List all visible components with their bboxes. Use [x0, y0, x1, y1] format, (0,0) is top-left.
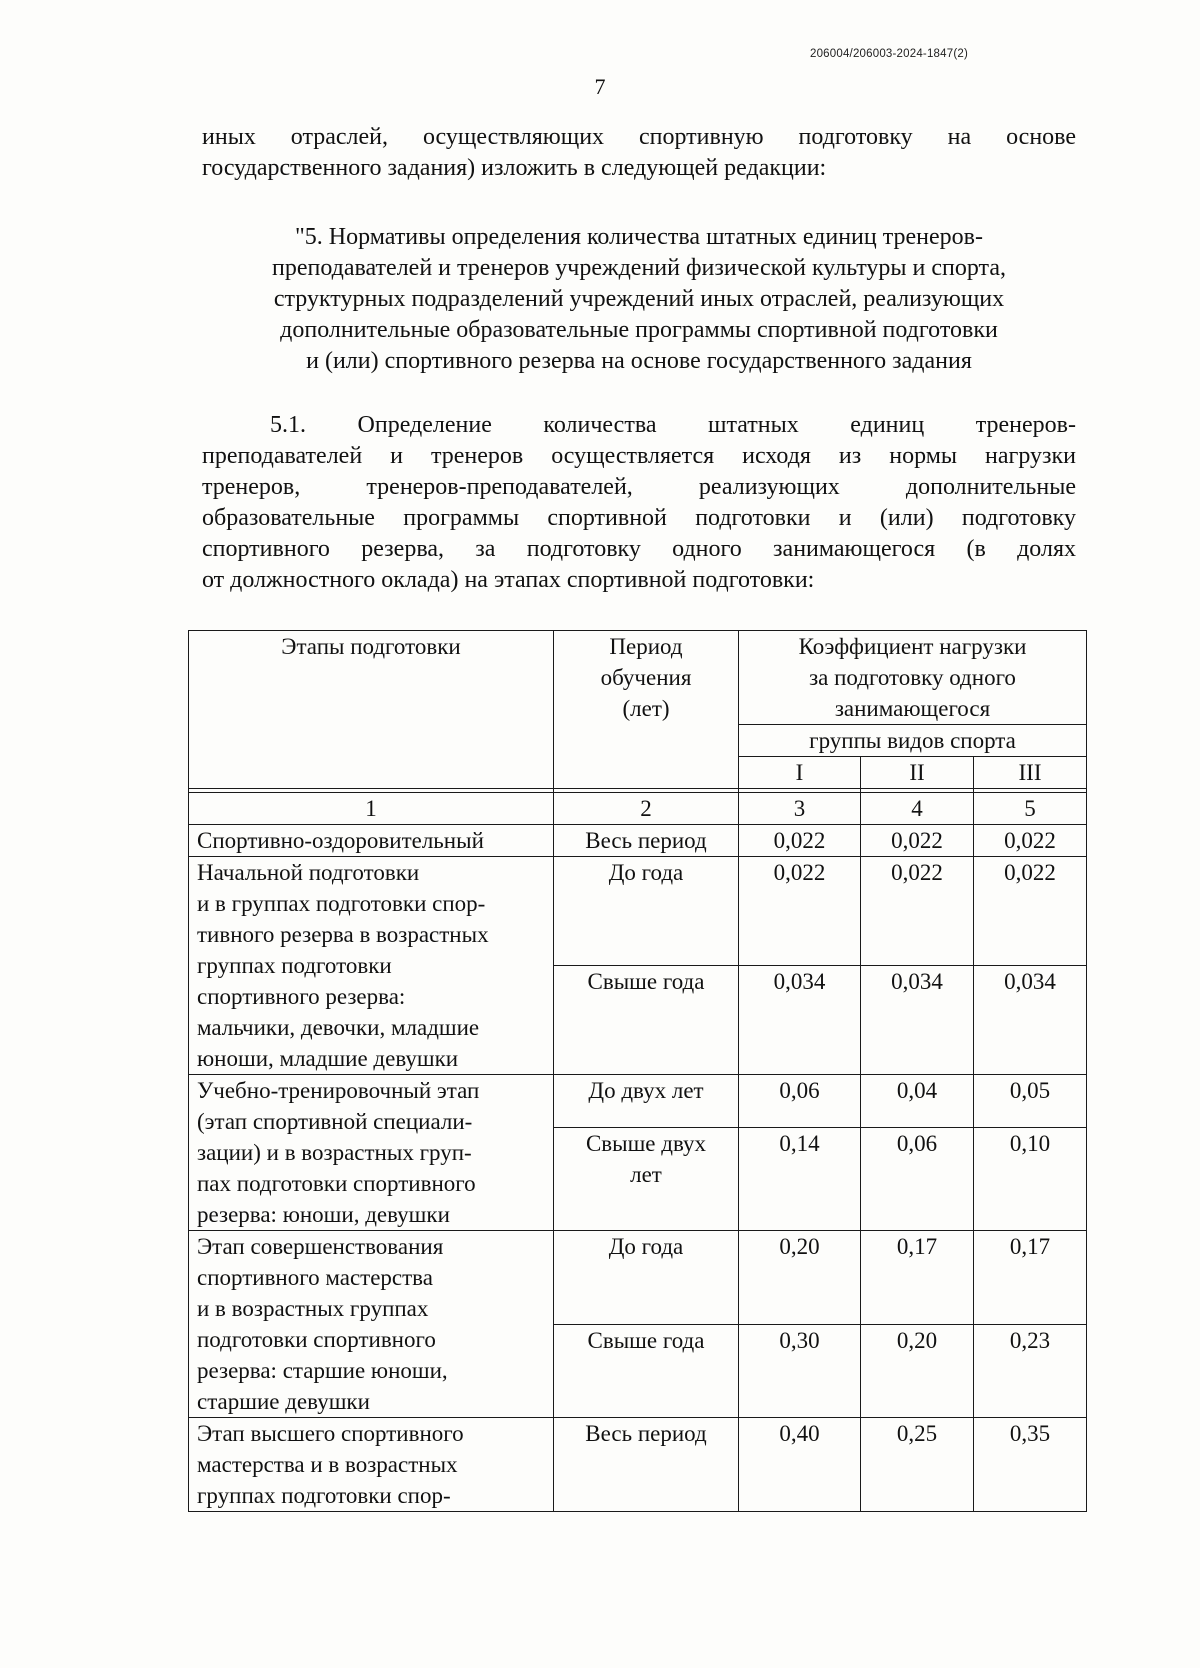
section-title-line: и (или) спортивного резерва на основе государственного задания [306, 348, 972, 374]
coefficient-value: 0,022 [739, 857, 861, 966]
section-title-line: преподавателей и тренеров учреждений физической культуры и спорта, [272, 255, 1006, 281]
table-row [189, 1231, 1087, 1325]
header-coefficient-label: Коэффициент нагрузки [798, 634, 1027, 659]
stage-line: юноши, младшие девушки [197, 1046, 459, 1071]
coefficient-value: 0,04 [861, 1075, 974, 1128]
stage-line: зации) и в возрастных груп- [197, 1140, 472, 1165]
coefficient-value: 0,14 [739, 1127, 861, 1230]
coefficient-value: 0,034 [861, 966, 974, 1075]
period-line: Свыше года [587, 1327, 705, 1353]
period-cell [554, 825, 739, 857]
coefficient-value: 0,25 [861, 1418, 974, 1512]
stage-cell [189, 825, 554, 857]
coefficient-value: 0,40 [739, 1418, 861, 1512]
header-stages [189, 631, 554, 789]
period-cell [554, 1418, 739, 1512]
period-line: До года [608, 1234, 684, 1259]
stage-line: мастерства и в возрастных [197, 1452, 458, 1477]
period-line: Весь период [585, 1421, 707, 1446]
stage-line: тивного резерва в возрастных [197, 922, 489, 947]
period-line: лет [630, 1161, 662, 1187]
coefficient-value: 0,06 [739, 1075, 861, 1128]
stage-cell [189, 1231, 554, 1418]
section-title-line: дополнительные образовательные программы спортивной подготовки [280, 317, 998, 343]
document-number: 206004/206003-2024-1847(2) [809, 48, 968, 60]
coefficient-value: 0,35 [974, 1418, 1087, 1512]
coefficient-value: 0,10 [974, 1127, 1087, 1230]
header-period-label: Период [609, 634, 683, 659]
period-line: Свыше года [587, 969, 705, 994]
coefficient-value: 0,022 [861, 825, 974, 857]
stage-line: (этап спортивной специали- [197, 1109, 473, 1134]
paragraph-line: от должностного оклада) на этапах спортивной подготовки: [202, 567, 815, 593]
header-coefficient [739, 631, 1087, 725]
period-cell [554, 1075, 739, 1128]
header-sport-groups: группы видов спорта [739, 725, 1087, 757]
section-title [202, 222, 1076, 377]
period-line: Свыше двух [585, 1130, 707, 1156]
coefficient-value: 0,05 [974, 1075, 1087, 1128]
coefficient-value: 0,034 [739, 966, 861, 1075]
period-line: Весь период [585, 828, 707, 853]
coefficient-value: 0,022 [739, 825, 861, 857]
paragraph-line: спортивного резерва, за подготовку одного занимающегося (в долях [202, 536, 1076, 562]
stage-cell [189, 857, 554, 1075]
stage-line: Учебно-тренировочный этап [197, 1078, 480, 1103]
intro-line: государственного задания) изложить в следующей редакции: [202, 155, 827, 181]
paragraph-line: 5.1. Определение количества штатных единиц тренеров- [270, 412, 1076, 438]
coefficient-value: 0,022 [974, 825, 1087, 857]
stage-line: Этап совершенствования [197, 1234, 444, 1259]
stage-cell [189, 1418, 554, 1512]
section-title-line: "5. Нормативы определения количества штатных единиц тренеров- [294, 224, 983, 250]
period-line: До двух лет [588, 1078, 704, 1103]
stage-cell [189, 1075, 554, 1231]
column-number: 4 [861, 793, 974, 825]
table-row [189, 857, 1087, 966]
stage-line: спортивного резерва: [197, 984, 406, 1009]
period-cell [554, 1324, 739, 1418]
paragraph-5-1 [202, 410, 1076, 596]
period-cell [554, 966, 739, 1075]
header-period-label: (лет) [622, 696, 670, 721]
column-number: 5 [974, 793, 1087, 825]
stage-line: резерва: старшие юноши, [197, 1358, 448, 1383]
intro-line: иных отраслей, осуществляющих спортивную подготовку на основе [202, 124, 1076, 150]
header-coefficient-label: за подготовку одного [809, 665, 1016, 690]
coefficient-value: 0,06 [861, 1127, 974, 1230]
period-cell [554, 1127, 739, 1230]
table-body [189, 631, 1087, 1512]
coefficient-value: 0,034 [974, 966, 1087, 1075]
coefficient-value: 0,20 [861, 1324, 974, 1418]
period-cell [554, 1231, 739, 1325]
stage-line: и в возрастных группах [197, 1296, 429, 1321]
stage-line: группах подготовки [197, 953, 392, 978]
column-number: 2 [554, 793, 739, 825]
stage-line: Этап высшего спортивного [197, 1421, 464, 1446]
load-coefficient-table [188, 630, 1087, 1512]
table-header-row [189, 631, 1087, 725]
coefficient-value: 0,022 [974, 857, 1087, 966]
coefficient-value: 0,17 [861, 1231, 974, 1325]
intro-paragraph [202, 122, 1076, 184]
column-number-row [189, 793, 1087, 825]
paragraph-line: преподавателей и тренеров осуществляется исходя из нормы нагрузки [202, 443, 1076, 469]
stage-line: группах подготовки спор- [197, 1483, 451, 1508]
section-title-line: структурных подразделений учреждений иных отраслей, реализующих [273, 286, 1005, 312]
paragraph-line: образовательные программы спортивной подготовки и (или) подготовку [202, 505, 1076, 531]
paragraph-line: тренеров, тренеров-преподавателей, реализующих дополнительные [202, 474, 1076, 500]
header-stages-label: Этапы подготовки [281, 634, 461, 659]
column-number: 1 [189, 793, 554, 825]
table-row [189, 825, 1087, 857]
stage-line: спортивного мастерства [197, 1265, 433, 1290]
header-coefficient-label: занимающегося [834, 696, 991, 721]
coefficient-value: 0,30 [739, 1324, 861, 1418]
stage-line: пах подготовки спортивного [197, 1171, 476, 1196]
page-number: 7 [594, 74, 606, 99]
stage-line: старшие девушки [197, 1389, 370, 1414]
coefficient-value: 0,022 [861, 857, 974, 966]
coefficient-value: 0,17 [974, 1231, 1087, 1325]
stage-line: и в группах подготовки спор- [197, 891, 486, 916]
stage-line: мальчики, девочки, младшие [197, 1015, 480, 1040]
period-cell [554, 857, 739, 966]
table-row [189, 1075, 1087, 1128]
header-period-label: обучения [600, 665, 692, 690]
stage-line: подготовки спортивного [197, 1327, 436, 1352]
header-group-3: III [974, 757, 1087, 789]
header-group-2: II [861, 757, 974, 789]
stage-line: Спортивно-оздоровительный [197, 828, 484, 853]
stage-line: резерва: юноши, девушки [197, 1202, 450, 1227]
stage-line: Начальной подготовки [197, 860, 420, 885]
header-period [554, 631, 739, 789]
coefficient-value: 0,20 [739, 1231, 861, 1325]
header-group-1: I [739, 757, 861, 789]
column-number: 3 [739, 793, 861, 825]
coefficient-value: 0,23 [974, 1324, 1087, 1418]
table-row [189, 1418, 1087, 1512]
period-line: До года [608, 860, 684, 885]
